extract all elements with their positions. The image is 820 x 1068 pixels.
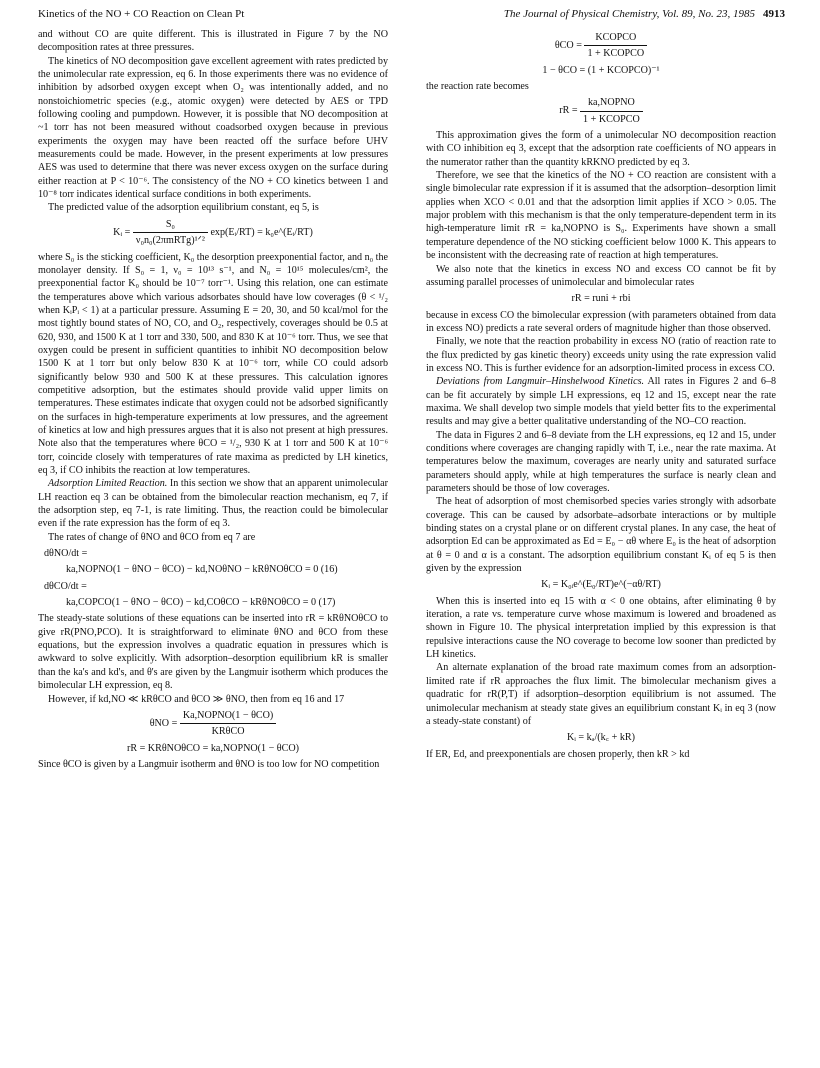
paragraph: An alternate explanation of the broad rate maximum comes from an adsorption-limited rate if rR approaches the flux limit. The bimolecular mechanism gives a quadratic for rR(P,T) if adsorption–desorption equilibrium is not assumed. The unimolecular mechanism at steady state gives an equilibrium constant Kᵢ in eq 3 (now a steady-state constant) of (426, 662, 776, 727)
paragraph: However, if kd,NO ≪ kRθCO and θCO ≫ θNO, then from eq 16 and 17 (48, 693, 345, 705)
paragraph: Deviations from Langmuir–Hinshelwood Kinetics. All rates in Figures 2 and 6–8 can be fit accurately by simple LH expressions, eq 12 and 15, except near the rate maxima. We shall develop two simple models that yield better fits to the experimental results and may give a better qualitative understanding of the NO–CO reaction. (426, 376, 776, 428)
paragraph: This approximation gives the form of a unimolecular NO decomposition reaction with CO inhibition eq 3, except that the adsorption rate coefficients of NO appears in the numerator rather than the quantity kRKNO predicted by eq 3. (426, 130, 776, 168)
equation-ki-steady: Kᵢ = kₐ/(k꜀ + kR) (566, 732, 636, 744)
page-number: 4913 (763, 8, 785, 20)
paragraph: because in excess CO the bimolecular expression (with parameters obtained from data in excess NO) predicts a rate several orders of magnitude higher than those observed. (426, 309, 776, 334)
equation-17: ka,COPCO(1 − θNO − θCO) − kd,COθCO − kRθNOθCO = 0 (17) (66, 597, 336, 609)
right-column (426, 28, 776, 761)
paragraph: If ER, Ed, and preexponentials are chosen properly, then kR > kd (426, 748, 690, 760)
paragraph: We also note that the kinetics in excess NO and excess CO cannot be fit by assuming parallel processes of unimolecular and bimolecular rates (426, 263, 776, 288)
equation-rate-r: rR = KRθNOθCO = ka,NOPNO(1 − θCO) (126, 742, 300, 754)
paragraph: Adsorption Limited Reaction. In this section we show that an apparent unimolecular LH reaction eq 3 can be obtained from the bimolecular reaction mechanism, eq 7, if the adsorption step, eq 7-1, is rate limiting. Thus, the reaction could be bimolecular even if the rate expression has the form of eq 3. (38, 478, 389, 530)
paragraph: When this is inserted into eq 15 with α < 0 one obtains, after eliminating θ by iteration, a rate vs. temperature curve whose maximum is lowered and broadened as shown in Figure 10. The physical interpretation implied by this expression is that repulsive interactions cause the NO coverage to become low sooner than predicted by LH kinetics. (426, 595, 776, 661)
equation-one-minus-theta: 1 − θCO = (1 + KCOPCO)⁻¹ (542, 64, 660, 76)
paragraph: Therefore, we see that the kinetics of the NO + CO reaction are consistent with a single bimolecular rate expression if it is assumed that the adsorption–desorption limit applies when XCO < 0.01 and that the adsorption limit applies if XCO > 0.05. The major problem with this mechanism is that the only temperature-dependent term in its high-temperature limit rR = ka,NOPNO is S₀. Experiments have shown a small temperature dependence of the NO sticking coefficient below 1000 K. This appears to be inconsistent with the decreasing rate of reaction at high temperatures. (426, 170, 776, 262)
equation-17-lhs: dθCO/dt = (44, 580, 87, 592)
paragraph: and without CO are quite different. This is illustrated in Figure 7 by the NO decomposition rates at three pressures. (38, 29, 388, 54)
paragraph: The kinetics of NO decomposition gave excellent agreement with rates predicted by the unimolecular rate expression, eq 6. In those experiments there was no evidence of inhibition by adsorbed oxygen except when O₂ was intentionally added, and no nonstoichiometric species (e.g., atomic oxygen) were detected by AES or TPD following cooling and pumpdown. However, it is possible that NO decomposition at ~1 torr has not been measured without coadsorbed oxygen because in previous experiments the oxygen may have been reacted off the surface before UHV measurements could be made. However, in the present experiments at low pressures AES was used to determine that there was never excess oxygen on the surface during either reaction at P < 10⁻⁶. The consistency of the NO + CO kinetics between 1 and 10⁻⁸ torr indicates identical surface conditions in both experiments. (38, 55, 388, 201)
journal-citation: The Journal of Physical Chemistry, Vol. 89, No. 23, 1985 4913 (503, 8, 785, 20)
running-title: Kinetics of the NO + CO Reaction on Clean Pt (38, 8, 245, 20)
equation-theta-co: θCO = $\frac{\text{KCOPCO}}{\text{1 + KCOPCO}}$ (426, 31, 776, 61)
paragraph: the reaction rate becomes (426, 81, 529, 93)
paragraph: The data in Figures 2 and 6–8 deviate from the LH expressions, eq 12 and 15, under conditions where coverages are changing rapidly with T, i.e., near the rate maxima. At temperatures below the maximum, coverages are nearly unity and saturated surface parameters should apply, while at high temperatures the surface is nearly clean and parameters should be those of low coverages. (426, 429, 776, 494)
equation-ki: Kᵢ = K₀ᵢe^(E₀/RT)e^(−αθ/RT) (541, 579, 661, 591)
paragraph: The rates of change of θNO and θCO from eq 7 are (48, 531, 256, 543)
section-title: Adsorption Limited Reaction. (48, 478, 168, 490)
equation-16: ka,NOPNO(1 − θNO − θCO) − kd,NOθNO − kRθNOθCO = 0 (16) (66, 564, 338, 576)
paragraph: The steady-state solutions of these equations can be inserted into rR = kRθNOθCO to give rR(PNO,PCO). It is straightforward to eliminate θNO and θCO from these equations, but the expression involves a quadratic equation in pressures which is awkward to solve explicitly. With adsorption–desorption equilibrium kR is smaller than the ka's and kd's, and θ's are given by the Langmuir isotherm which produces the bimolecular LH expression, eq 8. (38, 613, 388, 692)
paragraph: The heat of adsorption of most chemisorbed species varies strongly with adsorbate coverage. This can be caused by adsorbate–adsorbate interactions or by multiple binding states on a crystal plane or on different crystal planes. In any case, the heat of adsorption Ed can be approximated as Ed = E₀ − αθ where E₀ is the heat of adsorption at θ = 0 and α is a constant. The adsorption equilibrium constant Kᵢ of eq 5 is then given by the expression (426, 496, 776, 575)
paragraph: Finally, we note that the reaction probability in excess NO (ratio of reaction rate to the flux predicted by gas kinetic theory) exceeds unity using the rate expression valid in excess NO. This is further evidence for an adsorption-limited process in excess CO. (426, 336, 776, 374)
running-header (38, 8, 785, 22)
paragraph: where S₀ is the sticking coefficient, K₀ the desorption preexponential factor, and n₀ the monolayer density. If S₀ = 1, ν₀ = 10¹³ s⁻¹, and N₀ = 10¹⁵ molecules/cm², the preexponential factor K₀ should be 10⁻⁷ torr⁻¹. Using this relation, one can estimate the temperatures above which various adsorbates should have low coverages (θ < ¹/₂ when KᵢPᵢ < 1) at a particular pressure. Assuming E = 20, 30, and 50 kcal/mol for the most tightly bound states of NO, CO, and O₂, respectively, coverages should be 0.5 at 620, 930, and 1500 K at 1 torr and 330, 500, and 830 K at 10⁻⁶ torr. Thus, we see that oxygen could be present in sufficient quantities to inhibit NO decomposition below 1500 K at 1 torr but only below 830 K at 10⁻⁶ torr, while CO could adsorb significantly below 930 and 500 K at these pressures. This calculation ignores competitive adsorption, but the estimates should provide valid upper limits on temperatures. These estimates indicate that oxygen could not be adsorbed significantly on the surfaces in high-temperature experiments at low pressures, and the agreement of kinetics at low and high pressures argues that it is also not present at high pressures. Note also that the temperatures where θCO = ¹/₂, 930 K at 1 torr and 500 K at 10⁻⁶ torr, coincide closely with temperatures of rate maxima as predicted by LH kinetics, eq 3, if CO inhibits the reaction at low temperatures. (38, 251, 388, 476)
equation-16-lhs: dθNO/dt = (44, 548, 88, 560)
paragraph: The predicted value of the adsorption equilibrium constant, eq 5, is (48, 202, 319, 214)
equation-parallel: rR = runi + rbi (571, 293, 631, 305)
left-column (38, 28, 388, 771)
equation-theta-no: θNO = $\frac{\text{Ka,NOPNO(1 − θCO)}}{\text{KRθCO}}$ (38, 709, 388, 739)
equation-5: Kᵢ = $\frac{\text{S₀}}{\text{ν₀n₀(2πmRTg)¹ᐟ²}}$ exp(Eᵢ/RT) = k₀e^(Eᵢ/RT) (113, 218, 313, 247)
equation-rate: rR = $\frac{\text{ka,NOPNO}}{\text{1 + KCOPCO}}$ (426, 96, 776, 126)
paragraph: Since θCO is given by a Langmuir isotherm and θNO is too low for NO competition (38, 758, 380, 770)
section-title: Deviations from Langmuir–Hinshelwood Kinetics. (436, 376, 645, 388)
